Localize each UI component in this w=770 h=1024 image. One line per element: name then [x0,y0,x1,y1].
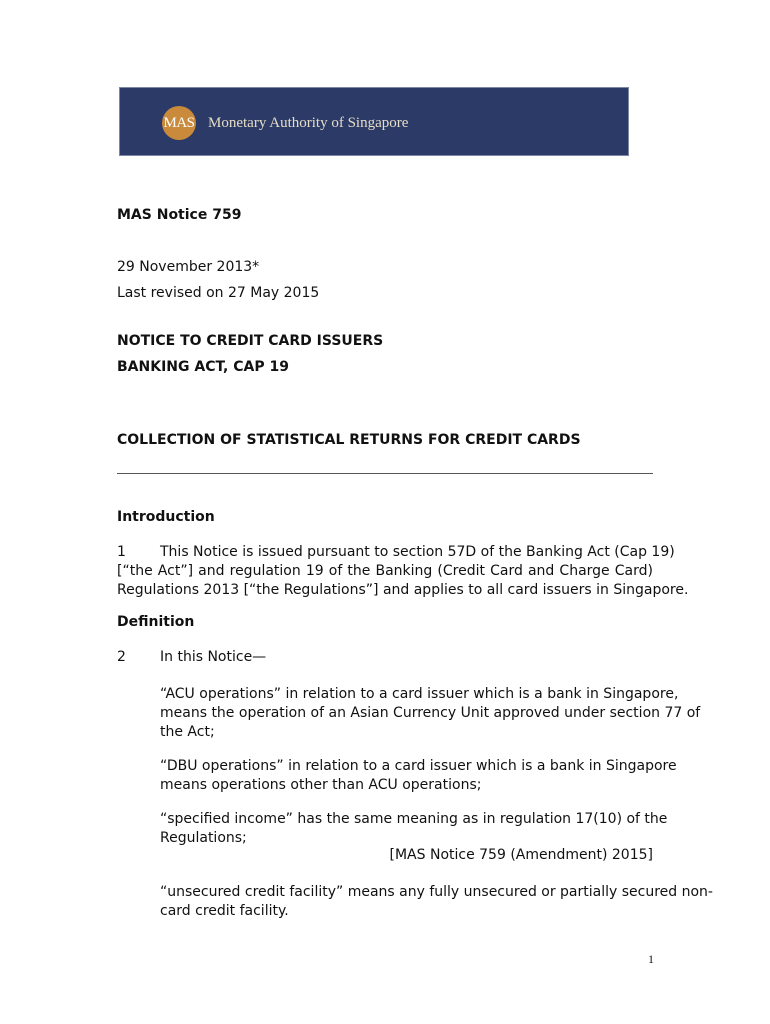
amendment-note: [MAS Notice 759 (Amendment) 2015] [389,847,653,863]
def-income-line-1: “specified income” has the same meaning as in regulation 17(10) of the [160,811,668,827]
notice-date: 29 November 2013* [117,259,260,275]
org-name: Monetary Authority of Singapore [208,115,409,131]
paragraph-number: 2 [117,649,126,665]
introduction-heading: Introduction [117,509,215,525]
def-acu-line-1: “ACU operations” in relation to a card issuer which is a bank in Singapore, [160,686,679,702]
heading-notice-to: NOTICE TO CREDIT CARD ISSUERS [117,333,384,349]
def-acu-line-2: means the operation of an Asian Currency Unit approved under section 77 of [160,705,701,721]
def-unsecured-line-1: “unsecured credit facility” means any fully unsecured or partially secured non- [160,884,713,900]
horizontal-rule [117,473,653,474]
definition-heading: Definition [117,614,195,630]
mas-banner [119,87,629,156]
def-acu-line-3: the Act; [160,724,215,740]
mas-logo: MAS [162,106,196,140]
intro-line-1: This Notice is issued pursuant to section 57D of the Banking Act (Cap 19) [160,544,675,560]
intro-line-2: [“the Act”] and regulation 19 of the Banking (Credit Card and Charge Card) [117,563,653,579]
definition-intro: In this Notice— [160,649,267,665]
def-dbu-line-2: means operations other than ACU operations; [160,777,482,793]
subject-heading: COLLECTION OF STATISTICAL RETURNS FOR CREDIT CARDS [117,432,581,448]
paragraph-number: 1 [117,544,126,560]
intro-line-3: Regulations 2013 [“the Regulations”] and applies to all card issuers in Singapore. [117,582,689,598]
page-number: 1 [648,952,654,966]
def-income-line-2: Regulations; [160,830,247,846]
def-dbu-line-1: “DBU operations” in relation to a card issuer which is a bank in Singapore [160,758,677,774]
notice-title: MAS Notice 759 [117,207,242,223]
heading-banking-act: BANKING ACT, CAP 19 [117,359,289,375]
revised-date: Last revised on 27 May 2015 [117,285,320,301]
def-unsecured-line-2: card credit facility. [160,903,289,919]
